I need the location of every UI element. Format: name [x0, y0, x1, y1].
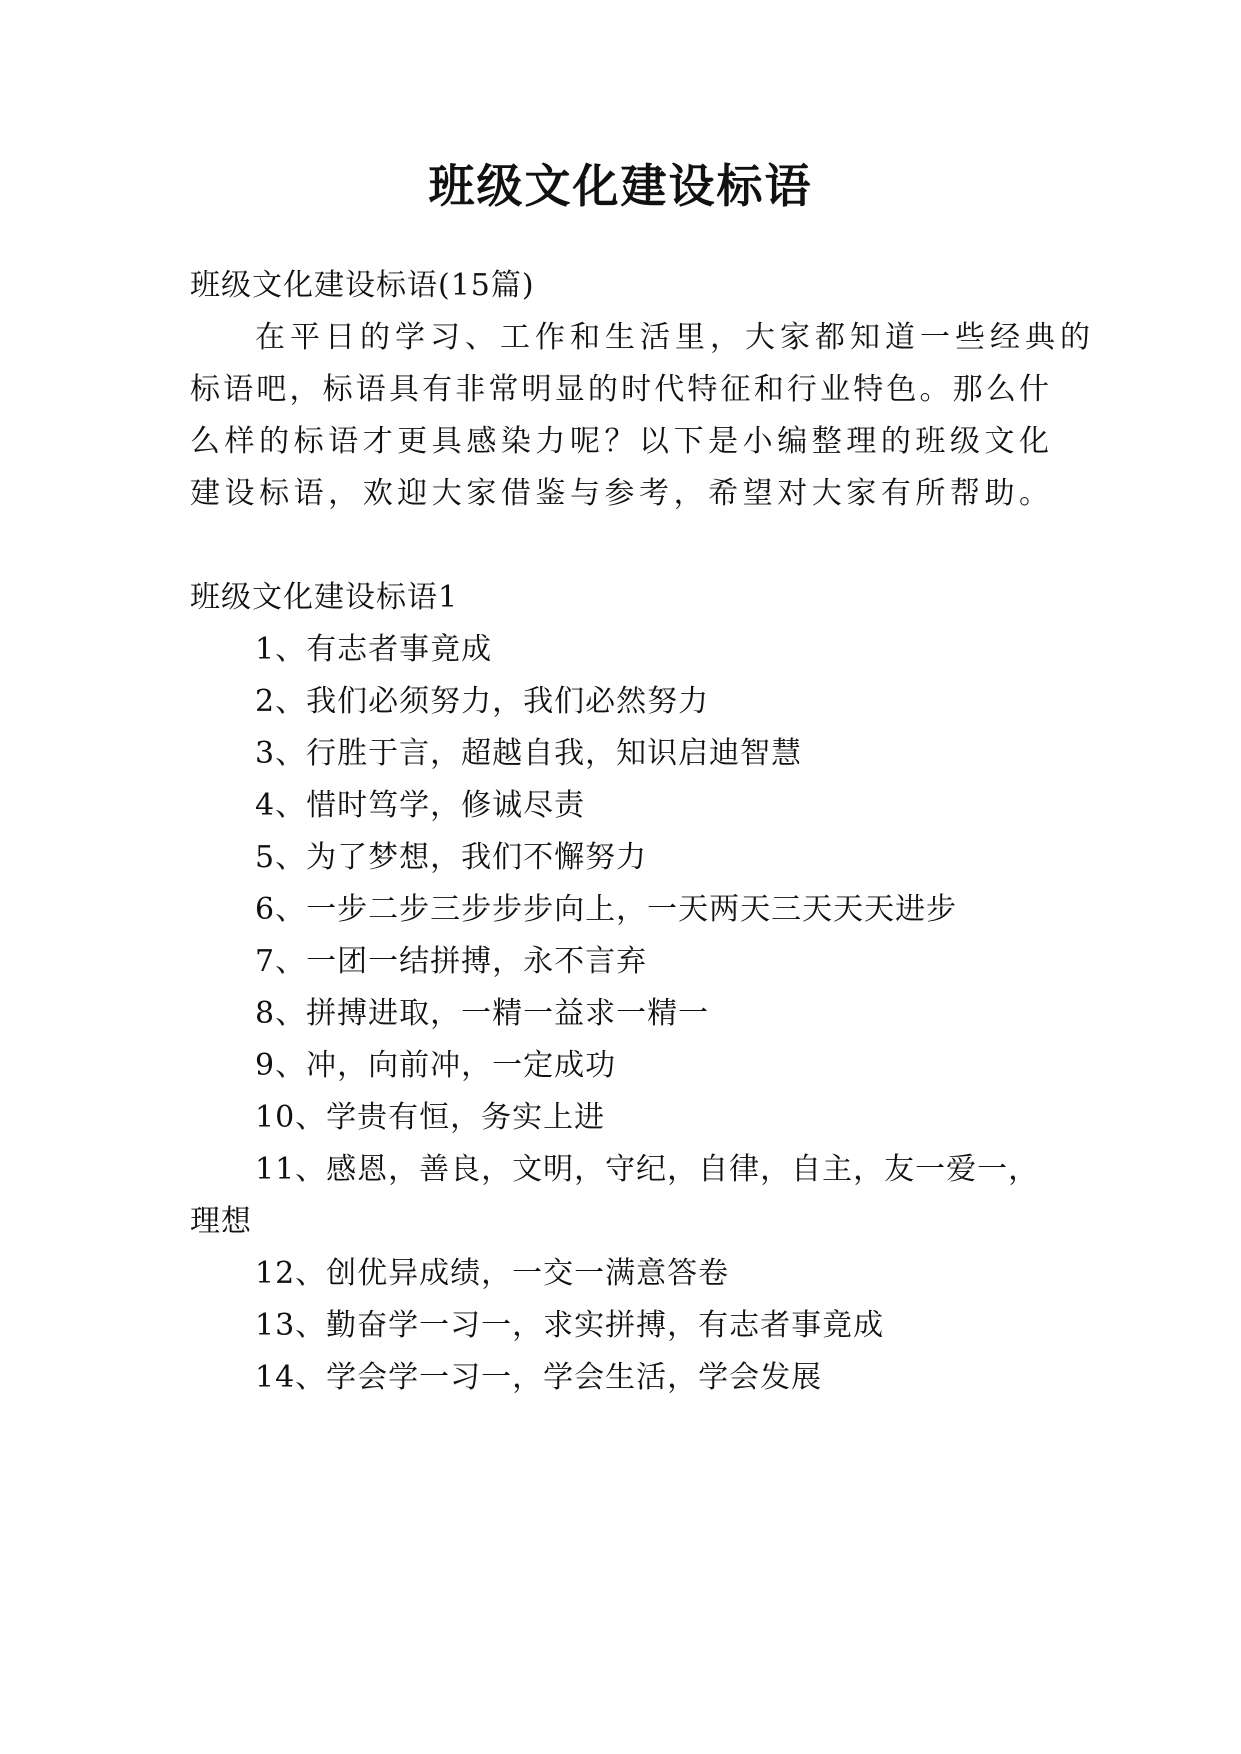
intro-paragraph-line-3: 么样的标语才更具感染力呢？以下是小编整理的班级文化	[190, 424, 1050, 459]
intro-paragraph-line-1: 在平日的学习、工作和生活里，大家都知道一些经典的	[255, 320, 1095, 355]
slogan-item: 6、一步二步三步步步向上，一天两天三天天天进步	[255, 892, 958, 927]
slogan-item: 2、我们必须努力，我们必然努力	[255, 684, 710, 719]
document-subtitle: 班级文化建设标语(15篇)	[190, 268, 535, 303]
slogan-item: 12、创优异成绩，一交一满意答卷	[255, 1256, 730, 1291]
section-heading: 班级文化建设标语1	[190, 580, 459, 615]
slogan-item: 10、学贵有恒，务实上进	[255, 1100, 606, 1135]
slogan-item: 8、拼搏进取，一精一益求一精一	[255, 996, 710, 1031]
slogan-item: 5、为了梦想，我们不懈努力	[255, 840, 648, 875]
intro-paragraph-line-2: 标语吧，标语具有非常明显的时代特征和行业特色。那么什	[190, 372, 1050, 407]
intro-paragraph-line-4: 建设标语，欢迎大家借鉴与参考，希望对大家有所帮助。	[190, 476, 1050, 511]
slogan-item: 3、行胜于言，超越自我，知识启迪智慧	[255, 736, 803, 771]
slogan-item: 11、感恩，善良，文明，守纪，自律，自主，友一爱一，	[255, 1152, 1040, 1187]
slogan-item: 4、惜时笃学，修诚尽责	[255, 788, 586, 823]
slogan-item: 9、冲，向前冲，一定成功	[255, 1048, 617, 1083]
slogan-item-continuation: 理想	[190, 1204, 252, 1239]
slogan-item: 14、学会学一习一，学会生活，学会发展	[255, 1360, 823, 1395]
slogan-item: 1、有志者事竟成	[255, 632, 493, 667]
slogan-item: 13、勤奋学一习一，求实拼搏，有志者事竟成	[255, 1308, 885, 1343]
document-title: 班级文化建设标语	[428, 159, 813, 213]
slogan-item: 7、一团一结拼搏，永不言弃	[255, 944, 648, 979]
